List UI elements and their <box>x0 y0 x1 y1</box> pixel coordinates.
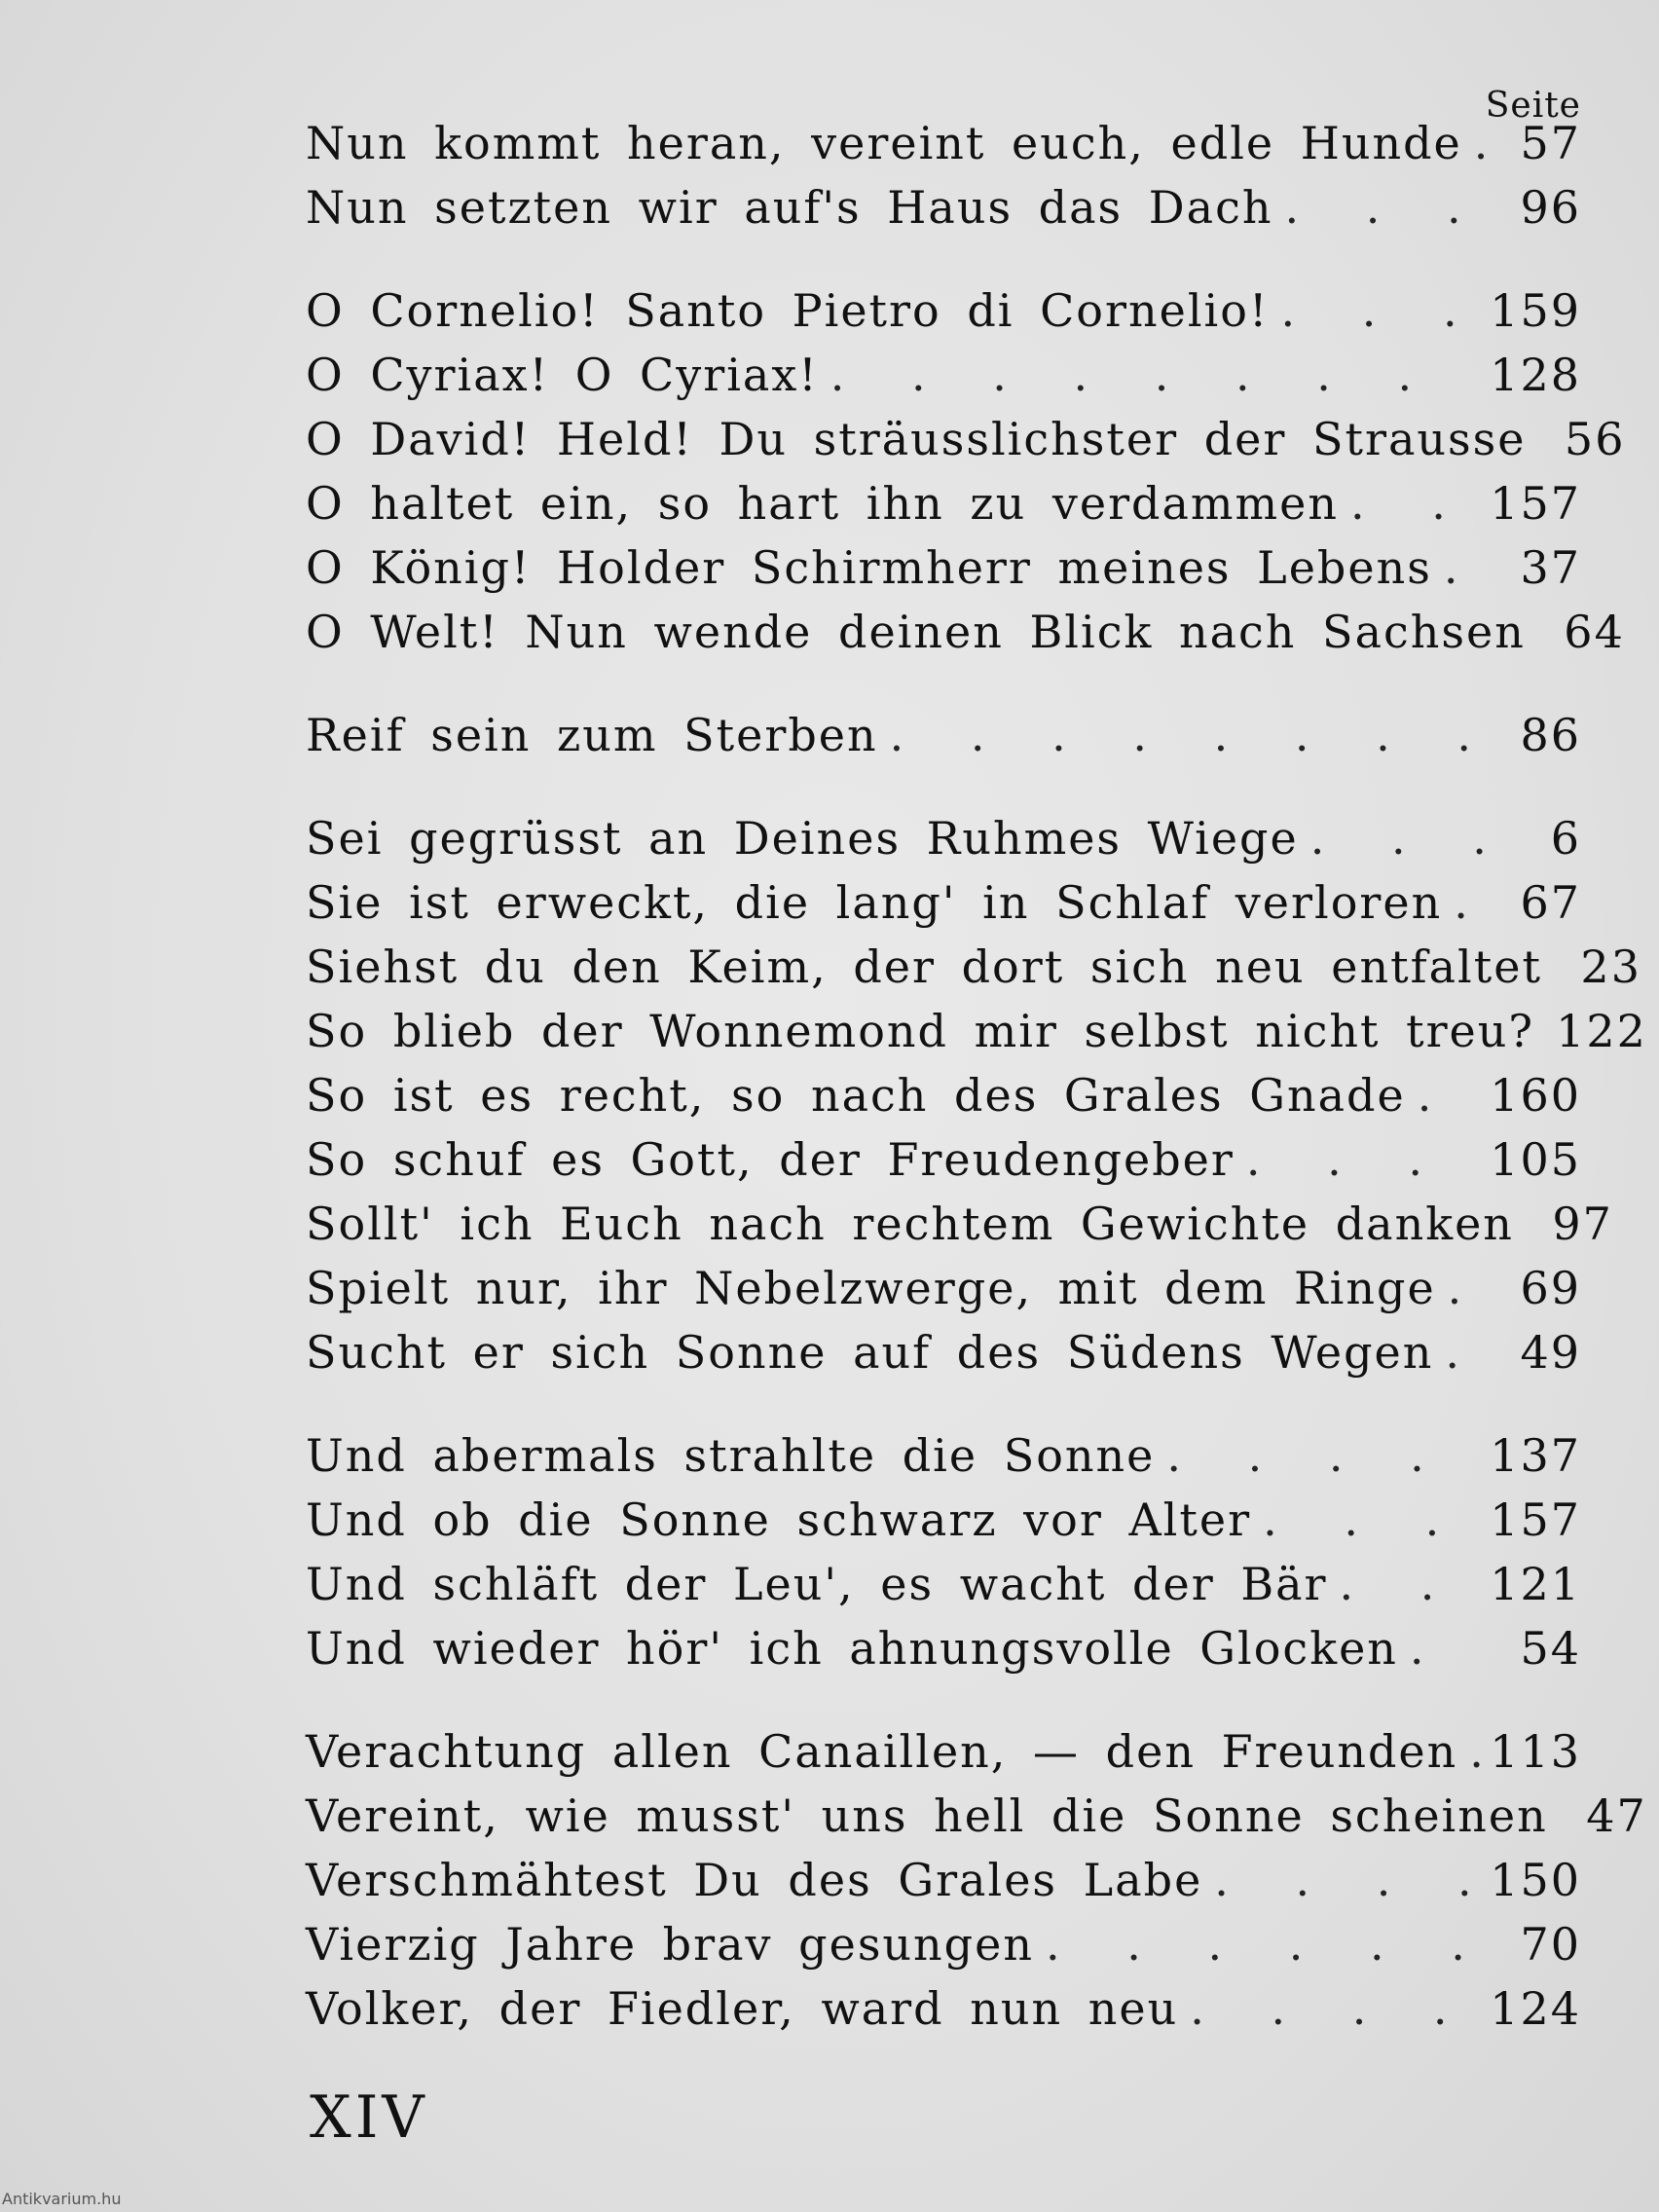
toc-entry-title: Siehst du den Keim, der dort sich neu entfaltet <box>306 940 1542 993</box>
toc-entry-title: O haltet ein, so hart ihn zu verdammen <box>306 477 1340 530</box>
toc-entry-page: 56 <box>1564 413 1626 465</box>
page-column-header: Seite <box>1485 86 1581 126</box>
toc-entry-page: 97 <box>1552 1198 1613 1250</box>
toc-entry <box>306 940 1641 1005</box>
toc-entry-page: 124 <box>1490 1982 1581 2035</box>
toc-entry-title: So blieb der Wonnemond mir selbst nicht treu? <box>306 1005 1535 1057</box>
toc-entry <box>306 1493 1581 1558</box>
dot-leader <box>830 349 1480 401</box>
toc-entry-page: 23 <box>1580 940 1641 993</box>
dot-leader <box>1046 1918 1493 1971</box>
page-number-footer: XIV <box>310 2083 428 2152</box>
toc-entry <box>306 1789 1647 1854</box>
dot-leader <box>1246 1133 1480 1186</box>
toc-entry-title: Verachtung allen Canaillen, — den Freunden <box>306 1725 1458 1778</box>
toc-entry-page: 47 <box>1586 1789 1647 1842</box>
toc-entry-page: 128 <box>1490 349 1581 401</box>
toc-entry-page: 137 <box>1490 1429 1581 1482</box>
toc-group <box>306 284 1626 670</box>
toc-entry <box>306 1622 1581 1686</box>
toc-entry-page: 157 <box>1490 477 1581 530</box>
toc-entry-title: So ist es recht, so nach des Grales Gnade <box>306 1069 1406 1122</box>
toc-entry-page: 67 <box>1520 876 1581 929</box>
dot-leader <box>1340 1558 1481 1610</box>
dot-leader <box>1454 876 1493 929</box>
toc-entry-page: 57 <box>1520 117 1581 169</box>
toc-entry-page: 150 <box>1490 1854 1581 1906</box>
toc-entry <box>306 1854 1581 1918</box>
toc-entry-page: 113 <box>1490 1725 1581 1778</box>
toc-entry-title: Und abermals strahlte die Sonne <box>306 1429 1156 1482</box>
dot-leader <box>1418 1069 1480 1122</box>
toc-entry-title: Vierzig Jahre brav gesungen <box>306 1918 1034 1971</box>
dot-leader <box>1214 1854 1480 1906</box>
toc-entry-page: 157 <box>1490 1493 1581 1546</box>
toc-entry <box>306 1005 1647 1069</box>
toc-entry <box>306 1262 1581 1326</box>
dot-leader <box>1284 181 1493 234</box>
toc-group <box>306 812 1647 1390</box>
dot-leader <box>890 709 1493 761</box>
toc-entry-title: Sucht er sich Sonne auf des Südens Wegen <box>306 1326 1434 1379</box>
toc-entry-page: 122 <box>1556 1005 1647 1057</box>
toc-entry-page: 159 <box>1490 284 1581 337</box>
toc-entry-page: 96 <box>1520 181 1581 234</box>
toc-entry-title: O David! Held! Du sträusslichster der Strausse <box>306 413 1527 465</box>
toc-entry <box>306 1982 1581 2046</box>
toc-entry <box>306 284 1581 349</box>
toc-entry-title: Und schläft der Leu', es wacht der Bär <box>306 1558 1328 1610</box>
toc-entry <box>306 812 1581 876</box>
toc-entry-title: So schuf es Gott, der Freudengeber <box>306 1133 1235 1186</box>
toc-entry-page: 69 <box>1520 1262 1581 1314</box>
toc-entry <box>306 1429 1581 1493</box>
toc-entry <box>306 606 1625 670</box>
toc-entry-page: 54 <box>1520 1622 1581 1675</box>
toc-entry-title: Sei gegrüsst an Deines Ruhmes Wiege <box>306 812 1299 865</box>
toc-entry <box>306 349 1581 413</box>
toc-entry-page: 105 <box>1490 1133 1581 1186</box>
dot-leader <box>1410 1622 1493 1675</box>
toc-entry <box>306 181 1581 245</box>
toc-group <box>306 1429 1581 1686</box>
toc-entry <box>306 477 1581 541</box>
toc-entry-page: 86 <box>1520 709 1581 761</box>
toc-entry-title: Nun kommt heran, vereint euch, edle Hunde <box>306 117 1462 169</box>
toc-group <box>306 1725 1647 2046</box>
dot-leader <box>1469 1725 1480 1778</box>
table-of-contents <box>306 117 1647 2085</box>
toc-entry-title: Und ob die Sonne schwarz vor Alter <box>306 1493 1252 1546</box>
toc-entry-title: Reif sein zum Sterben <box>306 709 878 761</box>
dot-leader <box>1310 812 1493 865</box>
toc-entry <box>306 876 1581 940</box>
dot-leader <box>1445 1326 1493 1379</box>
watermark-text: Antikvarium.hu <box>2 2190 122 2208</box>
toc-entry-title: Sollt' ich Euch nach rechtem Gewichte danken <box>306 1198 1514 1250</box>
toc-entry <box>306 709 1581 773</box>
toc-group <box>306 709 1581 773</box>
toc-entry-title: Verschmähtest Du des Grales Labe <box>306 1854 1203 1906</box>
toc-entry <box>306 1326 1581 1390</box>
dot-leader <box>1166 1429 1480 1482</box>
dot-leader <box>1474 117 1493 169</box>
toc-entry-page: 160 <box>1490 1069 1581 1122</box>
toc-group <box>306 117 1581 245</box>
toc-entry <box>306 117 1581 181</box>
toc-entry-title: Volker, der Fiedler, ward nun neu <box>306 1982 1179 2035</box>
toc-entry-page: 64 <box>1564 606 1625 658</box>
toc-entry <box>306 1069 1581 1133</box>
toc-entry <box>306 1725 1581 1789</box>
dot-leader <box>1448 1262 1493 1314</box>
toc-entry-page: 70 <box>1520 1918 1581 1971</box>
dot-leader <box>1263 1493 1480 1546</box>
toc-entry-page: 37 <box>1520 541 1581 594</box>
dot-leader <box>1350 477 1480 530</box>
toc-entry <box>306 1558 1581 1622</box>
toc-entry <box>306 541 1581 606</box>
toc-entry-page: 6 <box>1550 812 1581 865</box>
toc-entry-page: 49 <box>1520 1326 1581 1379</box>
toc-entry-page: 121 <box>1490 1558 1581 1610</box>
toc-entry <box>306 1198 1613 1262</box>
toc-entry <box>306 1133 1581 1198</box>
toc-entry-title: Und wieder hör' ich ahnungsvolle Glocken <box>306 1622 1398 1675</box>
toc-entry-title: O Cyriax! O Cyriax! <box>306 349 819 401</box>
toc-entry <box>306 413 1626 477</box>
toc-entry-title: O Welt! Nun wende deinen Blick nach Sachsen <box>306 606 1526 658</box>
dot-leader <box>1190 1982 1480 2035</box>
toc-entry <box>306 1918 1581 1982</box>
toc-entry-title: O König! Holder Schirmherr meines Lebens <box>306 541 1432 594</box>
dot-leader <box>1444 541 1493 594</box>
toc-entry-title: Vereint, wie musst' uns hell die Sonne scheinen <box>306 1789 1548 1842</box>
toc-entry-title: Nun setzten wir auf's Haus das Dach <box>306 181 1273 234</box>
toc-entry-title: O Cornelio! Santo Pietro di Cornelio! <box>306 284 1270 337</box>
toc-entry-title: Sie ist erweckt, die lang' in Schlaf verloren <box>306 876 1443 929</box>
toc-entry-title: Spielt nur, ihr Nebelzwerge, mit dem Ringe <box>306 1262 1436 1314</box>
dot-leader <box>1280 284 1480 337</box>
